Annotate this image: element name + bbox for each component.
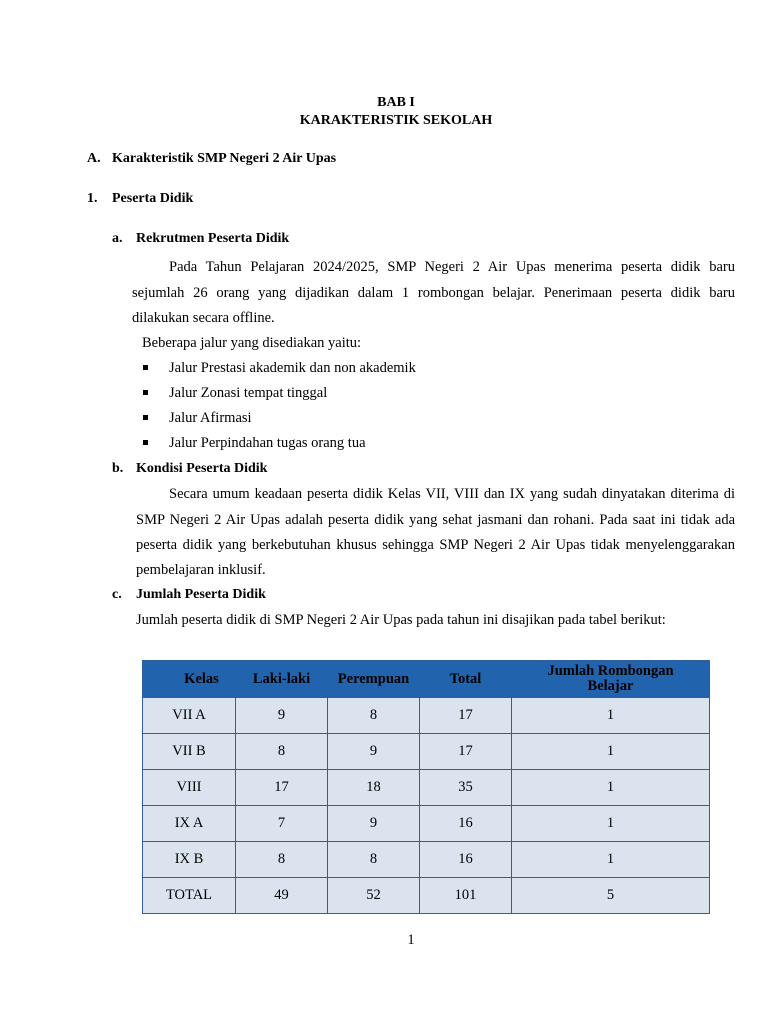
cell-rombel: 1	[512, 806, 710, 842]
cell-rombel: 1	[512, 842, 710, 878]
sub-a-intro: Beberapa jalur yang disediakan yaitu:	[142, 335, 362, 351]
table-total-row	[143, 878, 710, 914]
cell-kelas: VII B	[143, 734, 236, 770]
cell-total: 17	[420, 734, 512, 770]
list-item: Jalur Perpindahan tugas orang tua	[169, 435, 366, 451]
table-row	[143, 734, 710, 770]
student-count-table	[142, 660, 710, 914]
cell-kelas: VIII	[143, 770, 236, 806]
cell-kelas: VII A	[143, 698, 236, 734]
section-a-title: Karakteristik SMP Negeri 2 Air Upas	[112, 151, 337, 166]
table-row	[143, 770, 710, 806]
cell-rombel: 1	[512, 734, 710, 770]
page-number: 1	[407, 932, 415, 948]
sub-b-para-line-1: Secara umum keadaan peserta didik Kelas VII, VIII dan IX yang sudah dinyatakan diterima di	[169, 486, 735, 502]
cell-kelas: IX A	[143, 806, 236, 842]
bullet-square-icon	[143, 365, 148, 370]
cell-laki-laki: 49	[236, 878, 328, 914]
sub-a-para-line-1: Pada Tahun Pelajaran 2024/2025, SMP Negeri 2 Air Upas menerima peserta didik baru	[169, 259, 735, 275]
cell-rombel: 1	[512, 698, 710, 734]
cell-total: 101	[420, 878, 512, 914]
cell-perempuan: 18	[328, 770, 420, 806]
table-row	[143, 806, 710, 842]
cell-rombel: 1	[512, 770, 710, 806]
column-header-rombongan: Jumlah Rombongan Belajar	[512, 661, 710, 698]
bullet-square-icon	[143, 390, 148, 395]
cell-perempuan: 9	[328, 734, 420, 770]
column-header-perempuan: Perempuan	[328, 661, 420, 698]
bullet-square-icon	[143, 440, 148, 445]
cell-laki-laki: 8	[236, 734, 328, 770]
chapter-label: BAB I	[377, 95, 415, 110]
cell-total: 35	[420, 770, 512, 806]
sub-b-para-line-4: pembelajaran inklusif.	[136, 562, 266, 578]
cell-total: 16	[420, 806, 512, 842]
section-1-marker: 1.	[87, 191, 98, 206]
cell-kelas: TOTAL	[143, 878, 236, 914]
list-item: Jalur Zonasi tempat tinggal	[169, 385, 328, 401]
cell-total: 17	[420, 698, 512, 734]
sub-c-intro: Jumlah peserta didik di SMP Negeri 2 Air Upas pada tahun ini disajikan pada tabel berikut:	[136, 612, 666, 628]
table-row	[143, 698, 710, 734]
cell-laki-laki: 17	[236, 770, 328, 806]
cell-perempuan: 8	[328, 698, 420, 734]
cell-total: 16	[420, 842, 512, 878]
column-header-laki-laki: Laki-laki	[236, 661, 328, 698]
table-header-row	[143, 661, 710, 698]
sub-b-para-line-3: peserta didik yang berkebutuhan khusus sehingga SMP Negeri 2 Air Upas tidak menyelenggarakan	[136, 537, 735, 553]
bullet-square-icon	[143, 415, 148, 420]
sub-a-para-line-3: dilakukan secara offline.	[132, 310, 275, 326]
sub-a-marker: a.	[112, 231, 123, 246]
cell-laki-laki: 7	[236, 806, 328, 842]
column-header-kelas: Kelas	[143, 661, 236, 698]
cell-perempuan: 8	[328, 842, 420, 878]
column-header-total: Total	[420, 661, 512, 698]
sub-b-marker: b.	[112, 461, 124, 476]
cell-kelas: IX B	[143, 842, 236, 878]
table-row	[143, 842, 710, 878]
sub-a-para-line-2: sejumlah 26 orang yang dijadikan dalam 1 rombongan belajar. Penerimaan peserta didik baru	[132, 285, 735, 301]
sub-c-marker: c.	[112, 587, 122, 602]
cell-laki-laki: 9	[236, 698, 328, 734]
cell-laki-laki: 8	[236, 842, 328, 878]
cell-perempuan: 52	[328, 878, 420, 914]
chapter-title: KARAKTERISTIK SEKOLAH	[299, 113, 493, 128]
sub-c-title: Jumlah Peserta Didik	[136, 587, 266, 602]
sub-a-title: Rekrutmen Peserta Didik	[136, 231, 290, 246]
sub-b-title: Kondisi Peserta Didik	[136, 461, 268, 476]
list-item: Jalur Afirmasi	[169, 410, 252, 426]
cell-perempuan: 9	[328, 806, 420, 842]
sub-b-para-line-2: SMP Negeri 2 Air Upas adalah peserta didik yang sehat jasmani dan rohani. Pada saat ini tidak ada	[136, 512, 735, 528]
section-1-title: Peserta Didik	[112, 191, 194, 206]
list-item: Jalur Prestasi akademik dan non akademik	[169, 360, 416, 376]
cell-rombel: 5	[512, 878, 710, 914]
section-a-marker: A.	[87, 151, 101, 166]
